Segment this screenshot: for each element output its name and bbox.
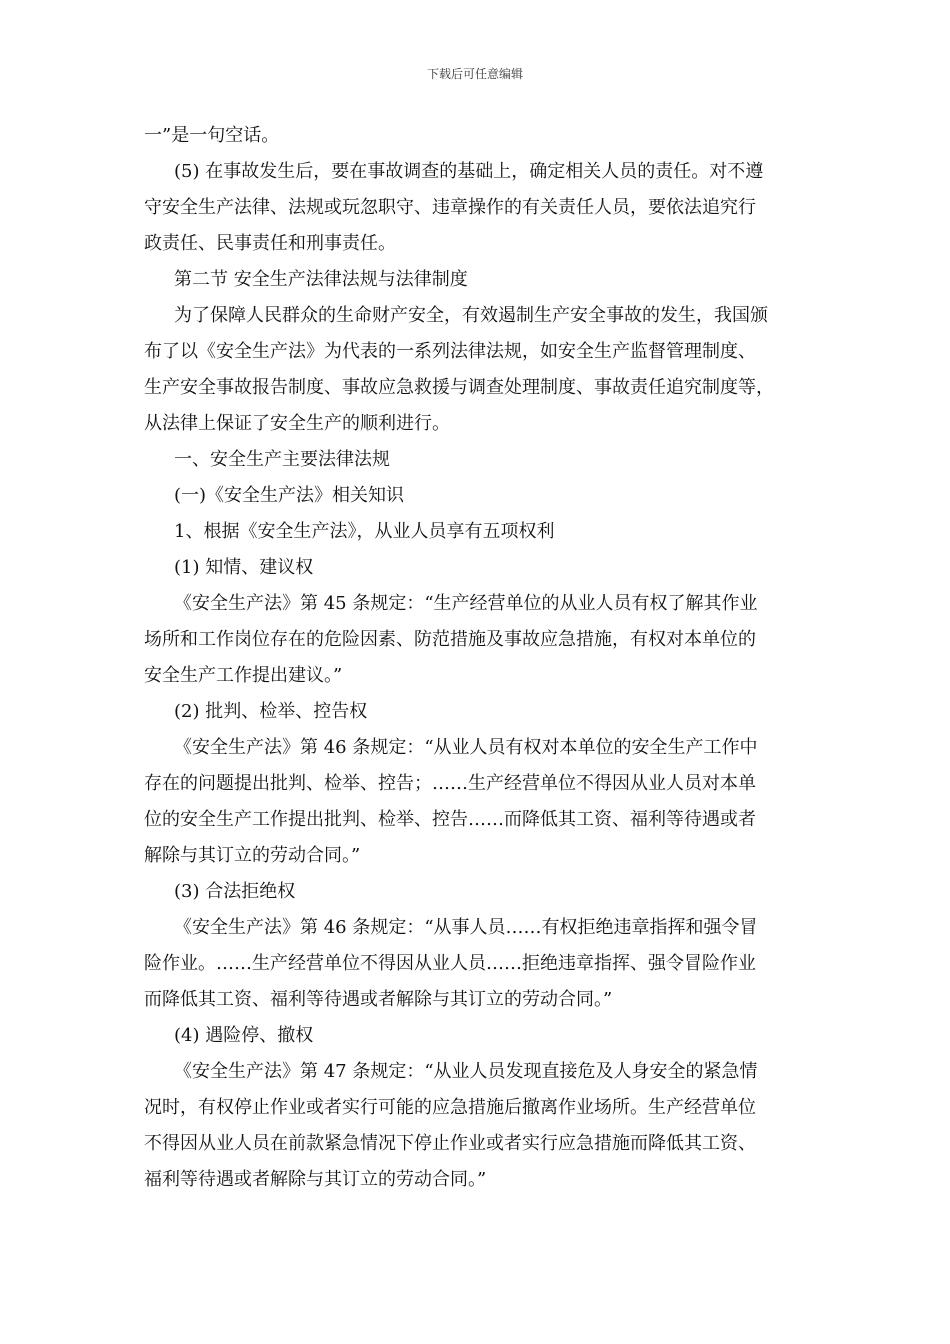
text-line: 险作业。……生产经营单位不得因从业人员……拒绝违章指挥、强令冒险作业 xyxy=(144,953,756,974)
document-body xyxy=(144,118,824,1198)
subheading: 一、安全生产主要法律法规 xyxy=(174,449,390,470)
text-line: 生产安全事故报告制度、事故应急救援与调查处理制度、事故责任追究制度等， xyxy=(144,377,774,398)
text-line: 位的安全生产工作提出批判、检举、控告……而降低其工资、福利等待遇或者 xyxy=(144,809,756,830)
text-line: 《安全生产法》第 46 条规定：“从事人员……有权拒绝违章指挥和强令冒 xyxy=(174,917,758,938)
text-line: 《安全生产法》第 47 条规定：“从业人员发现直接危及人身安全的紧急情 xyxy=(174,1061,758,1082)
text-line: 守安全生产法律、法规或玩忽职守、违章操作的有关责任人员，要依法追究行 xyxy=(144,197,756,218)
text-line: 为了保障人民群众的生命财产安全，有效遏制生产安全事故的发生，我国颁 xyxy=(174,305,768,326)
text-line: 《安全生产法》第 46 条规定：“从业人员有权对本单位的安全生产工作中 xyxy=(174,737,758,758)
text-line: (5) 在事故发生后，要在事故调查的基础上，确定相关人员的责任。对不遵 xyxy=(174,161,764,182)
text-line: 政责任、民事责任和刑事责任。 xyxy=(144,233,396,254)
text-line: 场所和工作岗位存在的危险因素、防范措施及事故应急措施，有权对本单位的 xyxy=(144,629,756,650)
text-line: 《安全生产法》第 45 条规定：“生产经营单位的从业人员有权了解其作业 xyxy=(174,593,758,614)
section-heading: 第二节 安全生产法律法规与法律制度 xyxy=(174,269,468,290)
text-line: 从法律上保证了安全生产的顺利进行。 xyxy=(144,413,450,434)
subheading: 1、根据《安全生产法》，从业人员享有五项权利 xyxy=(174,521,555,542)
text-line: 安全生产工作提出建议。” xyxy=(144,665,343,686)
item-heading: (4) 遇险停、撤权 xyxy=(174,1025,314,1046)
item-heading: (2) 批判、检举、控告权 xyxy=(174,701,368,722)
page-header: 下载后可任意编辑 xyxy=(426,67,523,81)
text-line: 一”是一句空话。 xyxy=(144,125,280,146)
subheading: (一)《安全生产法》相关知识 xyxy=(174,485,405,506)
item-heading: (3) 合法拒绝权 xyxy=(174,881,296,902)
text-line: 不得因从业人员在前款紧急情况下停止作业或者实行应急措施而降低其工资、 xyxy=(144,1133,756,1154)
text-line: 布了以《安全生产法》为代表的一系列法律法规，如安全生产监督管理制度、 xyxy=(144,341,756,362)
text-line: 而降低其工资、福利等待遇或者解除与其订立的劳动合同。” xyxy=(144,989,613,1010)
text-line: 存在的问题提出批判、检举、控告；……生产经营单位不得因从业人员对本单 xyxy=(144,773,756,794)
text-line: 况时，有权停止作业或者实行可能的应急措施后撤离作业场所。生产经营单位 xyxy=(144,1097,756,1118)
text-line: 福利等待遇或者解除与其订立的劳动合同。” xyxy=(144,1169,487,1190)
text-line: 解除与其订立的劳动合同。” xyxy=(144,845,361,866)
item-heading: (1) 知情、建议权 xyxy=(174,557,314,578)
